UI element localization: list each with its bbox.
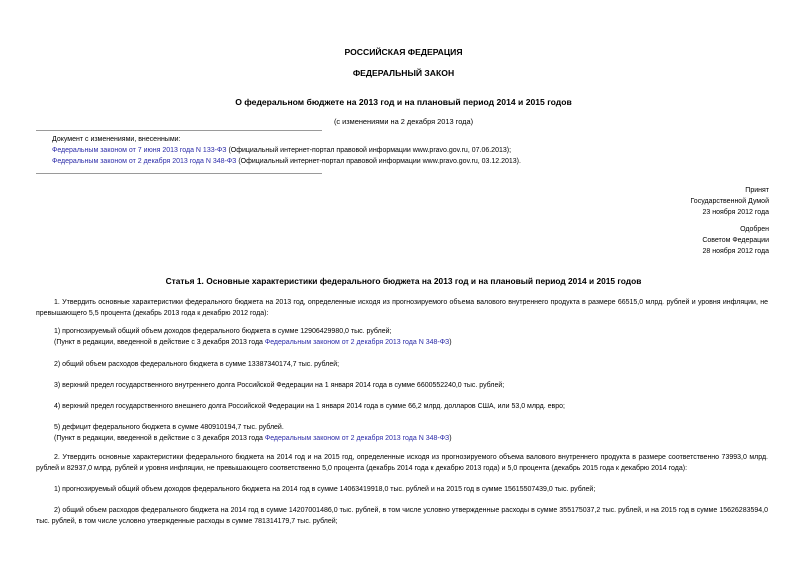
- article-1-title: Статья 1. Основные характеристики федерального бюджета на 2013 год и на плановый период 2014 и 2015 годов: [165, 276, 642, 286]
- approved-date: 28 ноября 2012 года: [702, 248, 769, 255]
- item-1-3: 3) верхний предел государственного внутреннего долга Российской Федерации на 1 января 2014 года в сумме 6600552240,0 тыс. рублей;: [54, 382, 505, 389]
- item-1-5: 5) дефицит федерального бюджета в сумме 480910194,7 тыс. рублей.: [54, 424, 284, 431]
- adopted-label: Принят: [745, 187, 769, 194]
- changes-intro: Документ с изменениями, внесенными:: [52, 136, 181, 143]
- approved-body: Советом Федерации: [702, 237, 769, 244]
- note-link-348-fz[interactable]: Федеральным законом от 2 декабря 2013 года N 348-ФЗ: [264, 435, 450, 442]
- adopted-body: Государственной Думой: [690, 198, 769, 205]
- change-item-1-source: (Официальный интернет-портал правовой информации www.pravo.gov.ru, 07.06.2013);: [226, 147, 512, 154]
- approved-block: [702, 224, 769, 257]
- note-close: ): [449, 339, 452, 346]
- law-type-heading: ФЕДЕРАЛЬНЫЙ ЗАКОН: [352, 68, 455, 78]
- item-1-4: 4) верхний предел государственного внешнего долга Российской Федерации на 1 января 2014 года в сумме 66,2 млрд. долларов США, или 53,0 млрд. евро;: [54, 403, 565, 410]
- item-1-5-note: [54, 433, 768, 444]
- note-close: ): [449, 435, 452, 442]
- change-item-2: [52, 156, 612, 167]
- note-text: (Пункт в редакции, введенной в действие с 3 декабря 2013 года: [54, 339, 265, 346]
- item-1-2: 2) общий объем расходов федерального бюджета в сумме 13387340174,7 тыс. рублей;: [54, 361, 340, 368]
- adopted-block: [690, 185, 769, 218]
- item-2-2: 2) общий объем расходов федерального бюджета на 2014 год в сумме 14207001486,0 тыс. рублей, в том числе условно утвержденные расходы в сумме 355175037,2 тыс. рублей, и на 2015 год в сумме 15626283594,0 тыс. рублей, в том числе условно утвержденные расходы в сумме 781314179,7 тыс. рублей;: [36, 507, 768, 525]
- change-item-2-source: (Официальный интернет-портал правовой информации www.pravo.gov.ru, 03.12.2013).: [236, 158, 521, 165]
- law-subtitle: (с изменениями на 2 декабря 2013 года): [333, 117, 474, 126]
- change-item-1: [52, 145, 612, 156]
- changes-top-divider: [36, 130, 322, 131]
- country-heading: РОССИЙСКАЯ ФЕДЕРАЦИЯ: [344, 47, 463, 57]
- note-text: (Пункт в редакции, введенной в действие с 3 декабря 2013 года: [54, 435, 265, 442]
- change-link-133-fz[interactable]: Федеральным законом от 7 июня 2013 года N 133-ФЗ: [52, 147, 227, 154]
- changes-box: [52, 134, 612, 167]
- changes-bottom-divider: [36, 173, 322, 174]
- item-1-1: 1) прогнозируемый общий объем доходов федерального бюджета в сумме 12906429980,0 тыс. рублей;: [54, 328, 392, 335]
- approved-label: Одобрен: [740, 226, 769, 233]
- note-link-348-fz[interactable]: Федеральным законом от 2 декабря 2013 года N 348-ФЗ: [264, 339, 450, 346]
- item-2-1: 1) прогнозируемый общий объем доходов федерального бюджета на 2014 год в сумме 14063419918,0 тыс. рублей и на 2015 год в сумме 15615507439,0 тыс. рублей;: [54, 486, 596, 493]
- article-1-paragraph-2: 2. Утвердить основные характеристики федерального бюджета на 2014 год и на 2015 год, определенные исходя из прогнозируемого объема валового внутреннего продукта в размере соответственно 73993,0 млрд. рублей и 82937,0 млрд. рублей и уровня инфляции, не превышающего соответственно 5,0 процента (декабрь 2014 года к декабрю 2013 года) и 5,0 процента (декабрь 2015 года к декабрю 2014 года):: [36, 454, 768, 472]
- change-link-348-fz[interactable]: Федеральным законом от 2 декабря 2013 года N 348-ФЗ: [52, 158, 237, 165]
- adopted-date: 23 ноября 2012 года: [702, 209, 769, 216]
- law-title: О федеральном бюджете на 2013 год и на плановый период 2014 и 2015 годов: [235, 97, 572, 107]
- item-1-1-note: [54, 337, 768, 348]
- article-1-paragraph-1: 1. Утвердить основные характеристики федерального бюджета на 2013 год, определенные исходя из прогнозируемого объема валового внутреннего продукта в размере 66515,0 млрд. рублей и уровня инфляции, не превышающего 5,5 процента (декабрь 2013 года к декабрю 2012 года):: [36, 299, 768, 317]
